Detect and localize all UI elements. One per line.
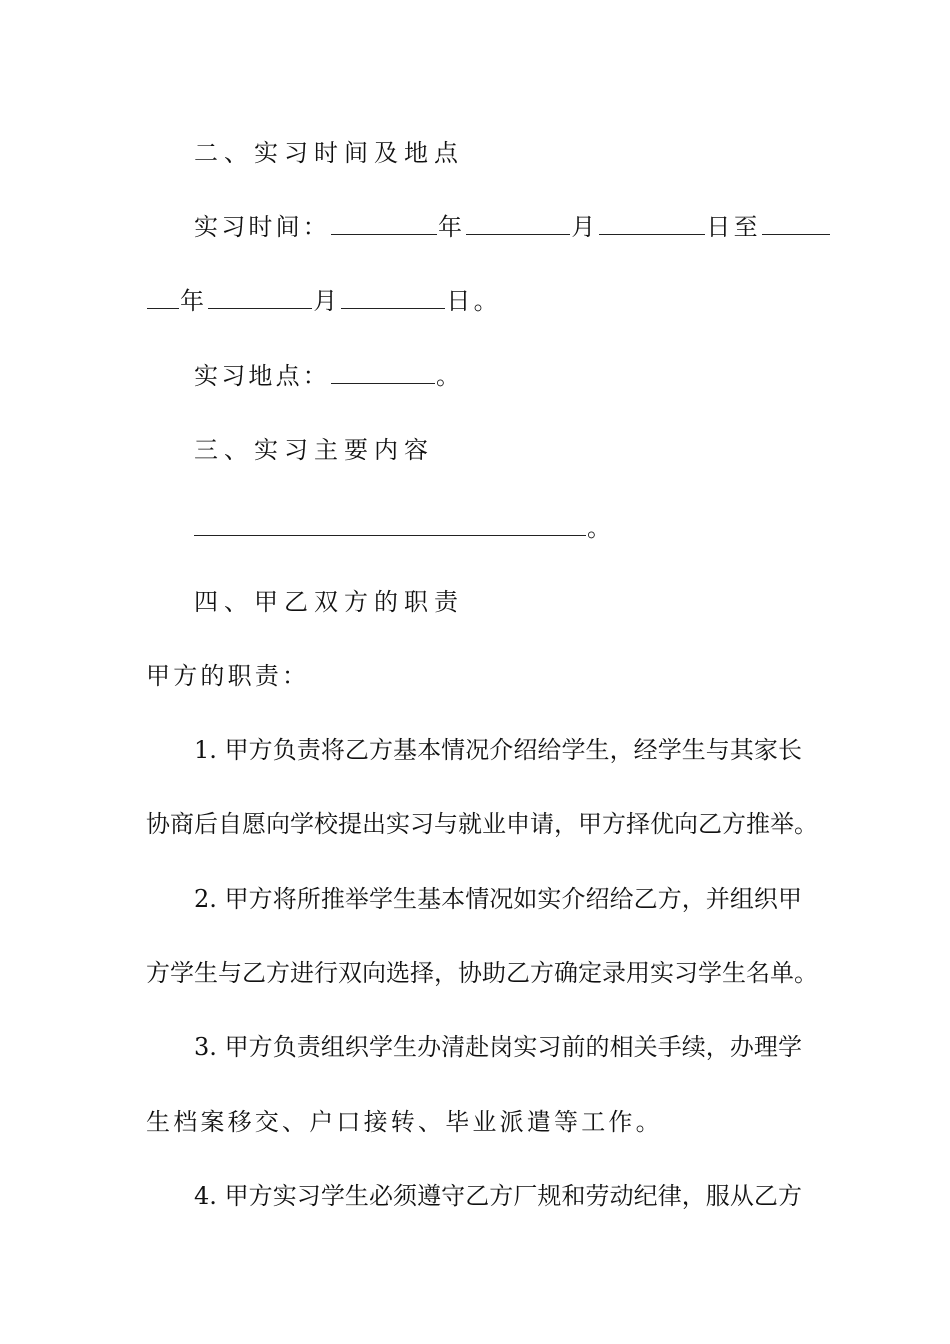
internship-time-line <box>194 212 831 242</box>
duty-item-3-line-2: 生档案移交、户口接转、毕业派遣等工作。 <box>146 1108 663 1136</box>
duty-item-4-line-1: 4. 甲方实习学生必须遵守乙方厂规和劳动纪律，服从乙方 <box>194 1182 802 1210</box>
party-a-duties-label: 甲方的职责： <box>146 662 310 690</box>
content-period: 。 <box>587 514 615 542</box>
section-4-heading: 四、甲乙双方的职责 <box>194 588 464 616</box>
main-content-line <box>194 513 614 543</box>
main-content-blank[interactable] <box>194 515 586 536</box>
month-unit-2: 月 <box>313 287 341 315</box>
duty-item-2-line-1: 2. 甲方将所推举学生基本情况如实介绍给乙方，并组织甲 <box>194 885 802 913</box>
internship-place-line <box>194 361 463 391</box>
start-month-blank[interactable] <box>466 214 570 235</box>
duty-item-2-line-2: 方学生与乙方进行双向选择，协助乙方确定录用实习学生名单。 <box>146 959 818 987</box>
internship-place-label: 实习地点： <box>194 362 330 390</box>
year-unit-2: 年 <box>180 287 208 315</box>
end-day-blank[interactable] <box>341 288 445 309</box>
day-to-text: 日至 <box>706 213 761 241</box>
place-period: 。 <box>436 362 464 390</box>
year-unit: 年 <box>438 213 466 241</box>
end-month-blank[interactable] <box>208 288 312 309</box>
duty-item-1-line-1: 1. 甲方负责将乙方基本情况介绍给学生，经学生与其家长 <box>194 736 802 764</box>
duty-item-1-line-2: 协商后自愿向学校提出实习与就业申请，甲方择优向乙方推举。 <box>146 810 818 838</box>
start-day-blank[interactable] <box>599 214 705 235</box>
internship-time-line-2 <box>146 286 501 316</box>
month-unit: 月 <box>571 213 599 241</box>
duty-item-3-line-1: 3. 甲方负责组织学生办清赴岗实习前的相关手续，办理学 <box>194 1033 802 1061</box>
day-end-text: 日。 <box>446 287 501 315</box>
end-year-blank-part2[interactable] <box>147 288 179 309</box>
end-year-blank-part1[interactable] <box>762 214 830 235</box>
section-2-heading: 二、实习时间及地点 <box>194 139 464 167</box>
internship-time-label: 实习时间： <box>194 213 330 241</box>
internship-place-blank[interactable] <box>331 363 435 384</box>
section-3-heading: 三、实习主要内容 <box>194 436 434 464</box>
start-year-blank[interactable] <box>331 214 437 235</box>
